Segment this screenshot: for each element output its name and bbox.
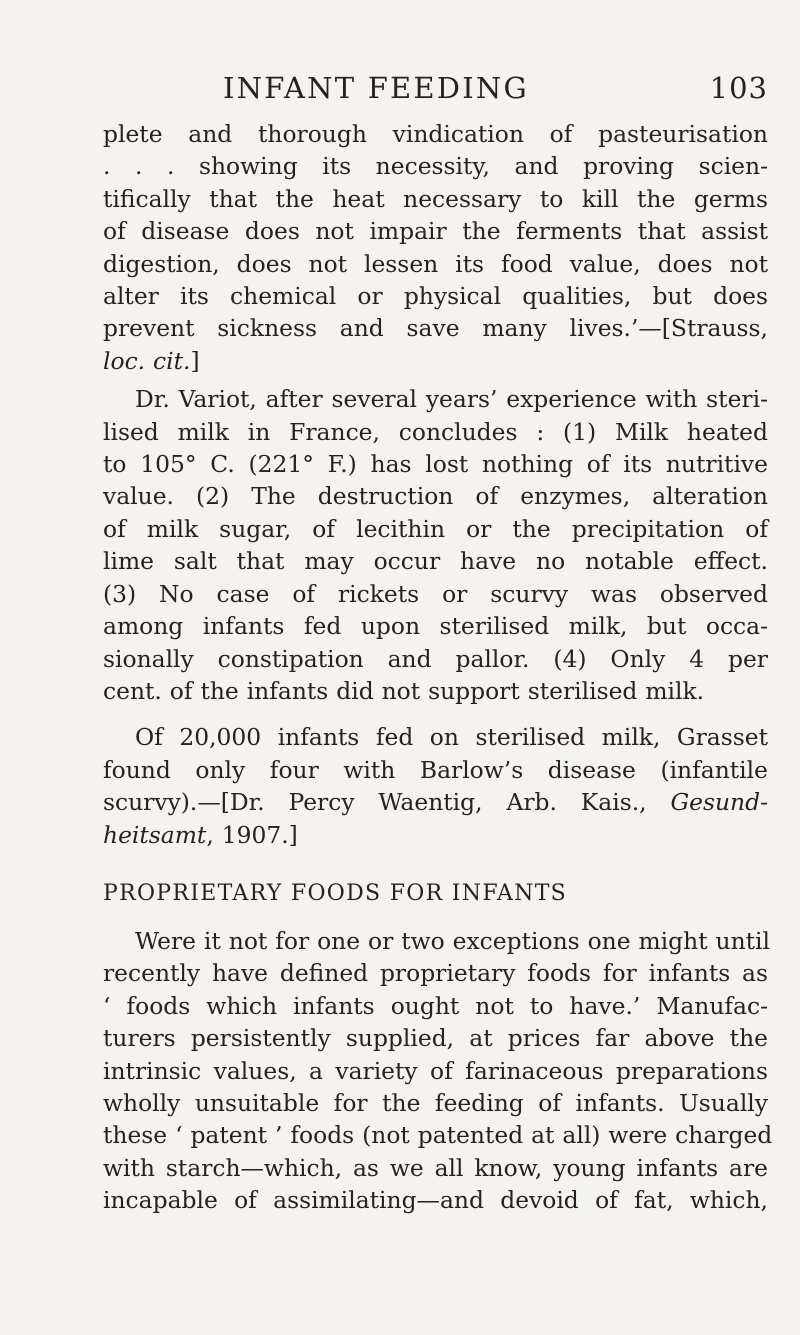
citation-line: loc. cit.] — [103, 346, 200, 375]
text-line: value. (2) The destruction of enzymes, alteration — [103, 482, 768, 511]
page-number: 103 — [709, 71, 768, 105]
text-line: Of 20,000 infants fed on sterilised milk, Grasset — [135, 723, 768, 752]
text-line: heitsamt, 1907.] — [103, 820, 298, 849]
text-line: with starch—which, as we all know, young infants are — [103, 1153, 768, 1182]
text-line: lime salt that may occur have no notable effect. — [103, 547, 768, 576]
text-line: scurvy).—[Dr. Percy Waentig, Arb. Kais., Gesund- — [103, 788, 768, 817]
book-page — [103, 70, 773, 1217]
text-line: found only four with Barlow’s disease (infantile — [103, 755, 768, 784]
citation-italic: loc. cit. — [103, 346, 191, 375]
text-line: recently have defined proprietary foods for infants as — [103, 959, 768, 988]
text-line: plete and thorough vindication of pasteurisation — [103, 120, 768, 148]
text-line: wholly unsuitable for the feeding of infants. Usually — [103, 1088, 768, 1117]
journal-italic: Gesund- — [670, 788, 768, 817]
text-line: digestion, does not lessen its food value, does not — [103, 249, 768, 278]
text-line: prevent sickness and save many lives.’—[Strauss, — [103, 314, 768, 343]
text-line: (3) No case of rickets or scurvy was observed — [103, 579, 768, 608]
text-line: incapable of assimilating—and devoid of fat, which, — [103, 1186, 768, 1215]
text-line: among infants fed upon sterilised milk, but occa- — [103, 612, 768, 641]
text-line: these ‘ patent ’ foods (not patented at all) were charged — [103, 1121, 773, 1150]
text-line: tifically that the heat necessary to kill the germs — [103, 184, 768, 213]
text-line: . . . showing its necessity, and proving scien- — [103, 152, 768, 181]
text-line: sionally constipation and pallor. (4) Only 4 per — [103, 644, 768, 673]
paragraph-variot — [103, 383, 768, 707]
page-header — [103, 70, 768, 112]
text-line: turers persistently supplied, at prices far above the — [103, 1024, 768, 1053]
text-line: to 105° C. (221° F.) has lost nothing of its nutritive — [103, 450, 768, 479]
text-line: of milk sugar, of lecithin or the precipitation of — [103, 514, 768, 543]
text-line: alter its chemical or physical qualities, but does — [103, 282, 768, 311]
running-title: INFANT FEEDING — [223, 71, 529, 105]
text-line: Dr. Variot, after several years’ experience with steri- — [135, 385, 768, 414]
text-line: intrinsic values, a variety of farinaceous preparations — [103, 1056, 768, 1085]
paragraph-grasset — [103, 721, 768, 851]
text-line: Were it not for one or two exceptions one might until — [135, 926, 771, 955]
text-line: cent. of the infants did not support sterilised milk. — [103, 676, 705, 705]
paragraph-proprietary-foods — [103, 925, 773, 1217]
text-line: ‘ foods which infants ought not to have.’ Manufac- — [103, 991, 768, 1020]
text-line: of disease does not impair the ferments that assist — [103, 217, 768, 246]
paragraph-quote-conclusion — [103, 118, 768, 377]
text-line: lised milk in France, concludes : (1) Milk heated — [103, 417, 768, 446]
journal-italic: heitsamt — [103, 820, 207, 849]
section-heading: PROPRIETARY FOODS FOR INFANTS — [103, 880, 568, 906]
